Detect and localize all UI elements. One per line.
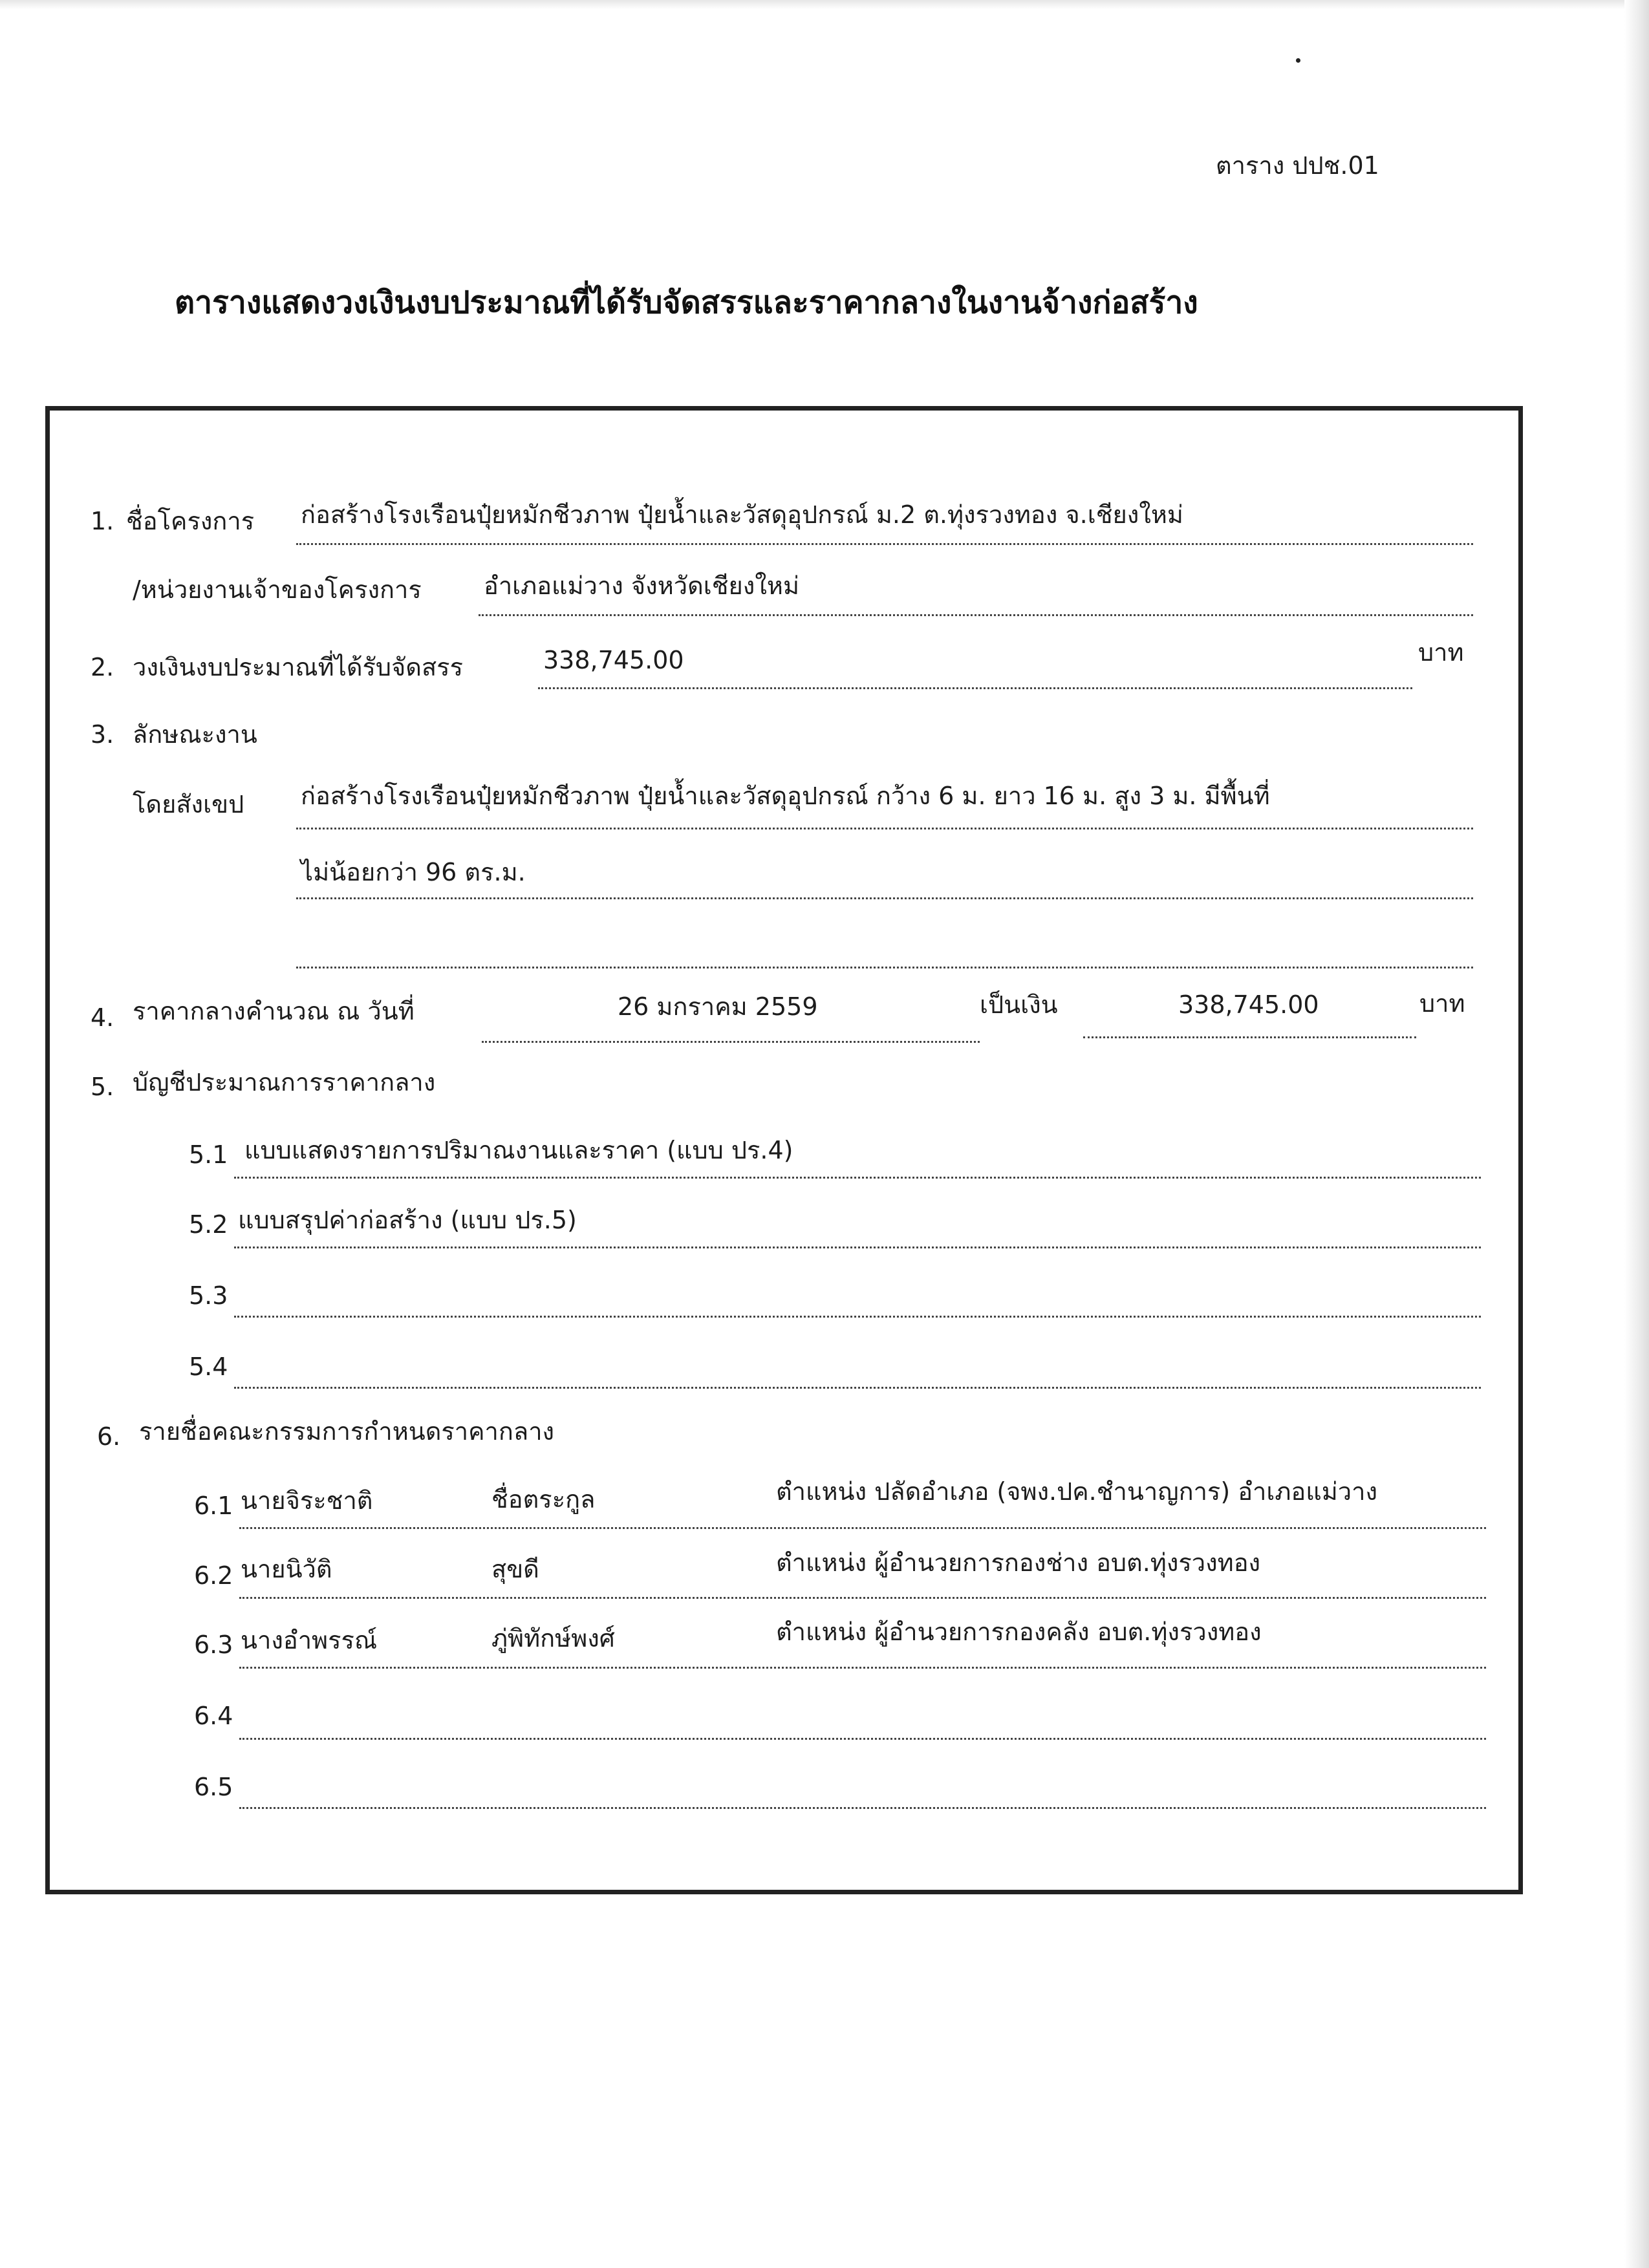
price-list-item-text: แบบแสดงรายการปริมาณงานและราคา (แบบ ปร.4) — [244, 1136, 793, 1164]
section6-number: 6. — [97, 1422, 121, 1451]
summary-label: โดยสังเขป — [133, 790, 244, 818]
price-list-item-number: 5.4 — [189, 1353, 228, 1381]
committee-member-first-name: นายนิวัติ — [241, 1555, 332, 1583]
committee-member-line — [239, 1527, 1486, 1529]
section5-label: บัญชีประมาณการราคากลาง — [133, 1068, 436, 1097]
document-title: ตารางแสดงวงเงินงบประมาณที่ได้รับจัดสรรและราคากลางในงานจ้างก่อสร้าง — [175, 284, 1198, 321]
project-name-value: ก่อสร้างโรงเรือนปุ๋ยหมักชีวภาพ ปุ๋ยน้ำและวัสดุอุปกรณ์ ม.2 ต.ทุ่งรวงทอง จ.เชียงใหม่ — [301, 500, 1183, 529]
section3-label: ลักษณะงาน — [133, 720, 257, 749]
committee-member-number: 6.4 — [194, 1702, 233, 1730]
committee-member-position: ตำแหน่ง ปลัดอำเภอ (จพง.ปค.ชำนาญการ) อำเภอแม่วาง — [776, 1477, 1378, 1506]
committee-member-last-name: ชื่อตระกูล — [491, 1485, 596, 1514]
owner-agency-line — [479, 614, 1473, 616]
section4-label: ราคากลางคำนวณ ณ วันที่ — [133, 997, 415, 1025]
committee-member-line — [239, 1667, 1486, 1669]
form-code: ตาราง ปปช.01 — [1216, 151, 1379, 180]
work-description-line2: ไม่น้อยกว่า 96 ตร.ม. — [301, 858, 526, 886]
work-description-line1: ก่อสร้างโรงเรือนปุ๋ยหมักชีวภาพ ปุ๋ยน้ำและวัสดุอุปกรณ์ กว้าง 6 ม. ยาว 16 ม. สูง 3 ม. มีพื้นที่ — [301, 782, 1270, 810]
committee-member-line — [239, 1807, 1486, 1809]
median-price-date: 26 มกราคม 2559 — [618, 992, 818, 1021]
median-price-date-line — [482, 1041, 980, 1043]
committee-member-last-name: ภู่พิทักษ์พงศ์ — [491, 1624, 615, 1653]
section4-number: 4. — [91, 1003, 114, 1032]
committee-member-last-name: สุขดี — [491, 1555, 539, 1583]
committee-member-number: 6.2 — [194, 1561, 233, 1590]
committee-member-position: ตำแหน่ง ผู้อำนวยการกองช่าง อบต.ทุ่งรวงทอง — [776, 1548, 1261, 1577]
price-list-item-text: แบบสรุปค่าก่อสร้าง (แบบ ปร.5) — [238, 1206, 577, 1234]
scan-top-edge — [0, 0, 1649, 9]
owner-agency-value: อำเภอแม่วาง จังหวัดเชียงใหม่ — [484, 572, 800, 600]
median-price-unit: บาท — [1419, 989, 1465, 1018]
price-list-item-line — [234, 1387, 1481, 1389]
price-list-item-line — [234, 1316, 1481, 1318]
section3-number: 3. — [91, 720, 114, 749]
scan-speck — [1296, 58, 1300, 63]
budget-line — [538, 687, 1412, 689]
work-description-line2-rule — [296, 897, 1473, 899]
committee-member-number: 6.5 — [194, 1773, 233, 1801]
committee-member-first-name: นายจิระชาติ — [241, 1486, 373, 1515]
price-list-item-number: 5.3 — [189, 1281, 228, 1310]
budget-value: 338,745.00 — [543, 646, 684, 674]
price-list-item-line — [234, 1246, 1481, 1248]
section5-number: 5. — [91, 1073, 114, 1101]
section2-number: 2. — [91, 653, 114, 681]
amount-label: เป็นเงิน — [980, 990, 1058, 1019]
section2-label: วงเงินงบประมาณที่ได้รับจัดสรร — [133, 653, 463, 681]
section1-number: 1. — [91, 507, 114, 535]
committee-member-number: 6.3 — [194, 1631, 233, 1659]
median-price-amount: 338,745.00 — [1178, 990, 1319, 1019]
owner-agency-label: /หน่วยงานเจ้าของโครงการ — [133, 575, 422, 604]
committee-member-number: 6.1 — [194, 1492, 233, 1520]
work-description-line1-rule — [296, 828, 1473, 829]
section6-label: รายชื่อคณะกรรมการกำหนดราคากลาง — [139, 1417, 555, 1446]
price-list-item-line — [234, 1177, 1481, 1179]
price-list-item-number: 5.1 — [189, 1140, 228, 1169]
committee-member-line — [239, 1738, 1486, 1740]
median-price-amount-line — [1083, 1036, 1416, 1038]
committee-member-first-name: นางอำพรรณ์ — [241, 1626, 378, 1654]
work-description-line3-rule — [296, 967, 1473, 968]
price-list-item-number: 5.2 — [189, 1210, 228, 1239]
project-name-line — [296, 543, 1473, 545]
section1-label: ชื่อโครงการ — [126, 507, 255, 535]
committee-member-line — [239, 1597, 1486, 1599]
budget-unit: บาท — [1418, 638, 1464, 667]
committee-member-position: ตำแหน่ง ผู้อำนวยการกองคลัง อบต.ทุ่งรวงทอง — [776, 1618, 1262, 1646]
scan-right-edge — [1624, 0, 1649, 2268]
